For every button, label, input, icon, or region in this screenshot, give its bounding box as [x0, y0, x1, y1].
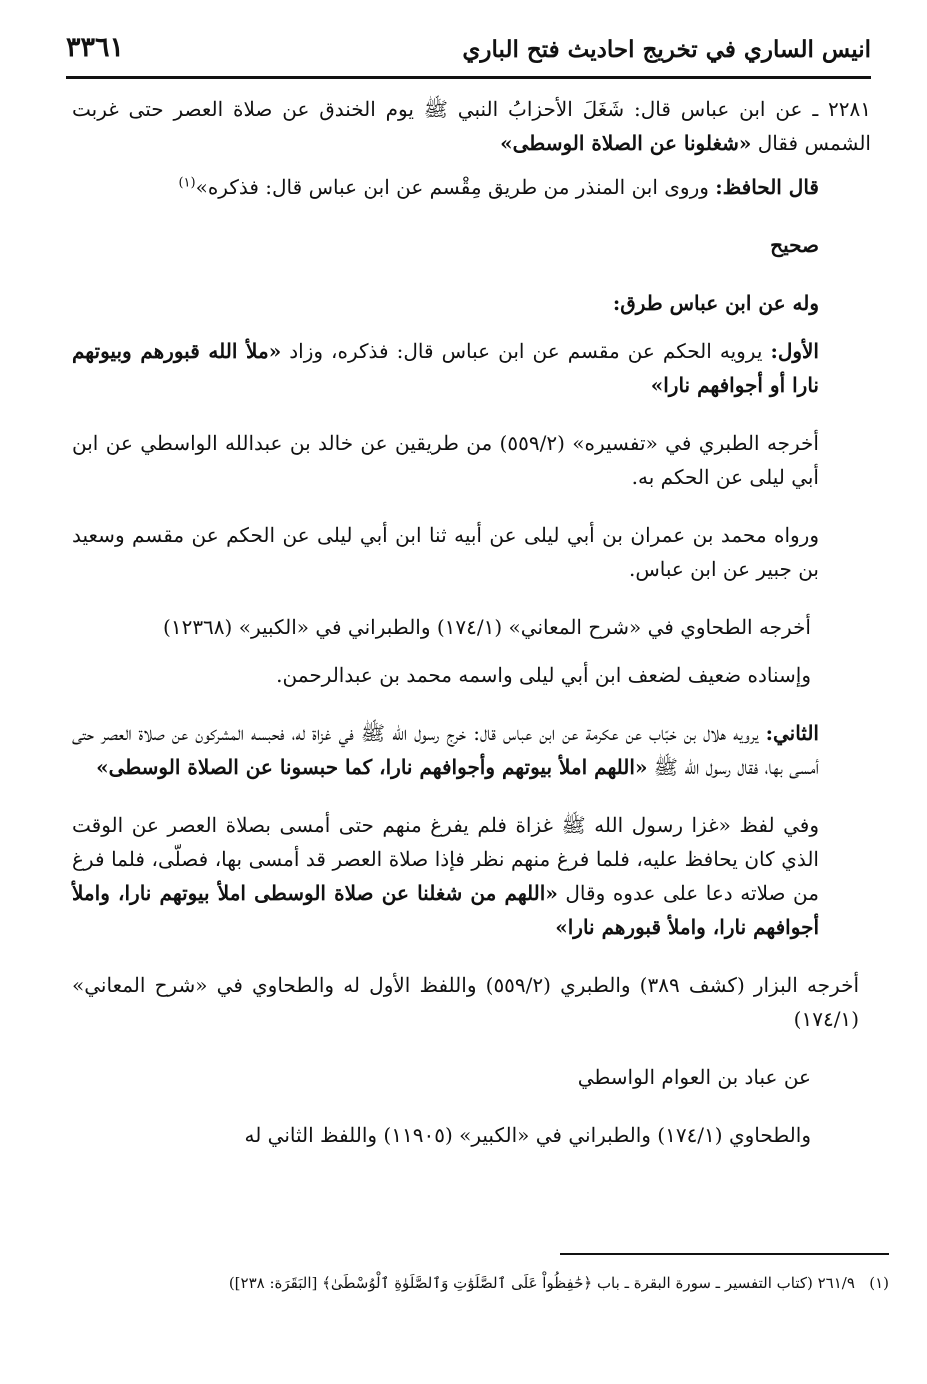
lafz-text: وفي لفظ «غزا رسول الله ﷺ غزاة فلم يفرغ منهم حتى أمسى بصلاة العصر عن الوقت الذي كان يحافظ عليه، فلما فرغ منهم نظر فإذا صلاة العصر قد أمسى بها، فصلّى، فلما فرغ من صلاته دعا على عدوه وقال [72, 813, 819, 905]
hadith-paragraph [72, 92, 871, 160]
hafiz-text: وروى ابن المنذر من طريق مِقْسم عن ابن عباس قال: فذكره» [195, 175, 716, 199]
second-route-label: الثاني: [765, 721, 819, 745]
takhrij-paragraph-3: أخرجه البزار (كشف ٣٨٩) والطبري (٥٥٩/٢) واللفظ الأول له والطحاوي في «شرح المعاني» (١٧٤/١) [72, 973, 860, 1031]
second-route-paragraph [72, 716, 871, 784]
grade-label: صحيح [770, 233, 819, 257]
footnote-rule [560, 1253, 889, 1255]
takhrij-paragraph-2: أخرجه الطحاوي في «شرح المعاني» (١٧٤/١) والطبراني في «الكبير» (١٢٣٦٨) [163, 615, 811, 639]
hadith-text: ـ عن ابن عباس قال: شَغَلَ الأحزابُ النبي ﷺ يوم الخندق عن صلاة العصر حتى غربت الشمس فقال [72, 97, 871, 155]
running-title: انيس الساري في تخريج احاديث فتح الباري [462, 36, 871, 63]
first-route-paragraph [72, 334, 871, 402]
footnote-marker: (١) [869, 1274, 889, 1292]
lafz-paragraph [72, 808, 871, 944]
footnote [140, 1271, 889, 1295]
abbad-line: عن عباد بن العوام الواسطي [577, 1065, 811, 1089]
riwaya-paragraph: ورواه محمد بن عمران بن أبي ليلى عن أبيه ثنا ابن أبي ليلى عن الحكم عن مقسم وسعيد بن جبير عن ابن عباس. [72, 523, 819, 581]
footnote-text: ٢٦١/٩ (كتاب التفسير ـ سورة البقرة ـ باب ﴿حَٰفِظُواْ عَلَى ٱلصَّلَوَٰتِ وَٱلصَّلَوٰةِ ٱلْوُسْطَىٰ﴾ [البَقَرَة: ٢٣٨]) [228, 1274, 855, 1292]
first-route-label: الأول: [770, 339, 819, 363]
page-number: ٣٣٦١ [66, 32, 125, 63]
first-route-text: يرويه الحكم عن مقسم عن ابن عباس قال: فذكره، وزاد [281, 339, 771, 363]
takhrij-paragraph-4: والطحاوي (١٧٤/١) والطبراني في «الكبير» (١١٩٠٥) واللفظ الثاني له [244, 1123, 811, 1147]
page-header [66, 30, 871, 74]
second-route-quote: «اللهم املأ بيوتهم وأجوافهم نارا، كما حبسونا عن الصلاة الوسطى» [96, 755, 648, 779]
header-rule [66, 76, 871, 79]
main-text [72, 92, 871, 1166]
hafiz-paragraph [72, 170, 871, 204]
second-route-text: يرويه هلال بن خبّاب عن عكرمة عن ابن عباس قال: خرج رسول الله ﷺ في غزاة له، فحبسه المشركون عن صلاة العصر حتى أمسى بها، فقال رسول الله ﷺ [72, 721, 819, 779]
hafiz-label: قال الحافظ: [715, 175, 819, 199]
isnad-paragraph: وإسناده ضعيف لضعف ابن أبي ليلى واسمه محمد بن عبدالرحمن. [276, 663, 811, 687]
hadith-number: ٢٢٨١ [828, 97, 871, 121]
footnote-reference: (١) [178, 175, 196, 191]
turuq-heading: وله عن ابن عباس طرق: [612, 291, 819, 315]
takhrij-paragraph-1: أخرجه الطبري في «تفسيره» (٥٥٩/٢) من طريقين عن خالد بن عبدالله الواسطي عن ابن أبي ليلى عن الحكم به. [72, 431, 819, 489]
lafz-quote: «اللهم من شغلنا عن صلاة الوسطى املأ بيوتهم نارا، واملأ أجوافهم نارا، واملأ قبورهم نارا» [72, 881, 819, 939]
first-route-quote: «ملأ الله قبورهم وبيوتهم نارا أو أجوافهم نارا» [72, 339, 819, 397]
hadith-quote: «شغلونا عن الصلاة الوسطى» [500, 131, 752, 155]
